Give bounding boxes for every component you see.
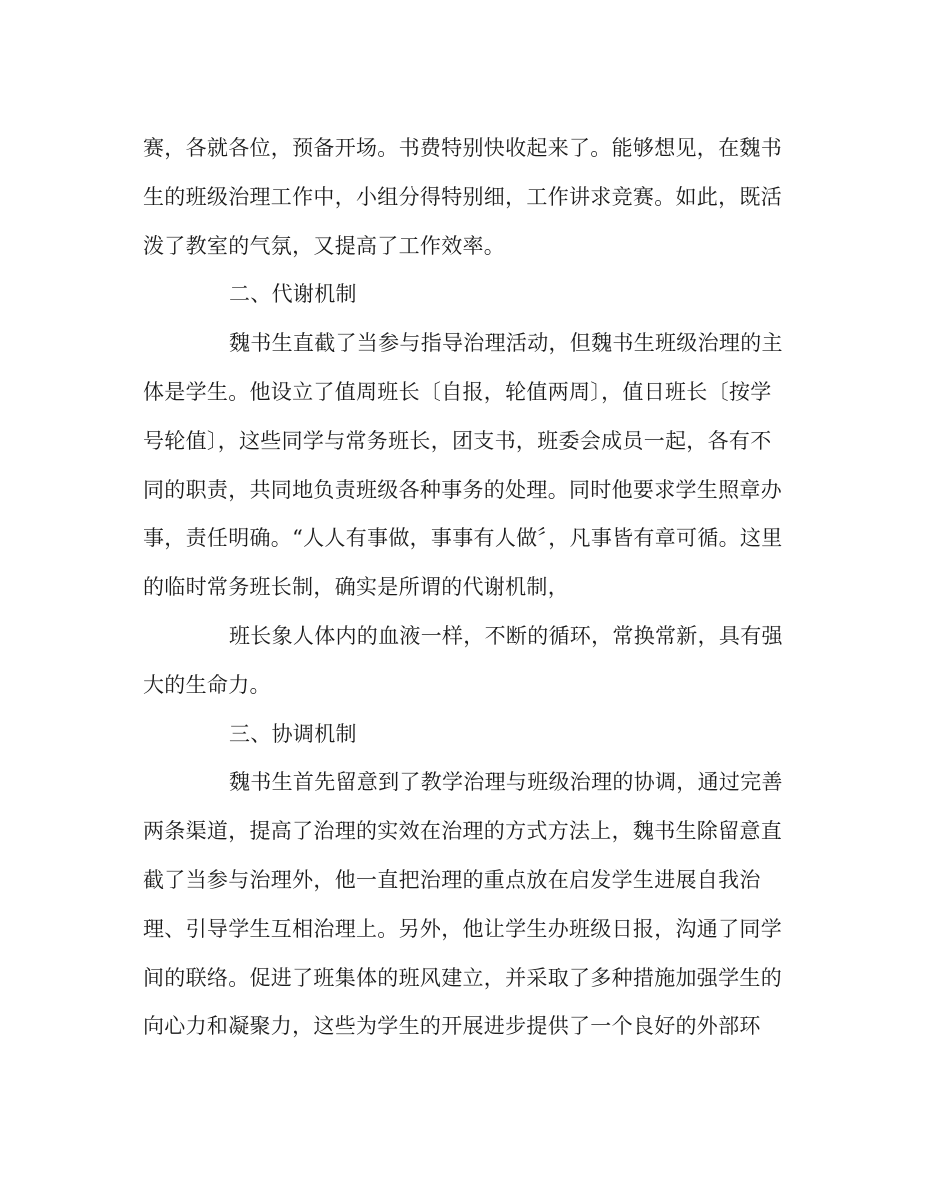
- text-line: 班长象人体内的血液一样，不断的循环，常换常新，具有强: [229, 623, 783, 648]
- text-line: 魏书生直截了当参与指导治理活动，但魏书生班级治理的主: [229, 331, 783, 356]
- text-line: 泼了教室的气氛，又提高了工作效率。: [143, 233, 506, 258]
- text-line: 两条渠道，提高了治理的实效在治理的方式方法上，魏书生除留意直: [143, 819, 782, 844]
- section-heading: 二、代谢机制: [229, 282, 357, 307]
- section-heading: 三、协调机制: [229, 721, 357, 746]
- text-line: 向心力和凝聚力，这些为学生的开展进步提供了一个良好的外部环: [143, 1014, 761, 1039]
- document-body: [143, 124, 813, 1051]
- text-line: 体是学生。他设立了值周班长〔自报，轮值两周〕，值日班长〔按学: [143, 379, 772, 404]
- text-line: 事，责任明确。“人人有事做，事事有人做〞，凡事皆有章可循。这里: [143, 526, 783, 551]
- text-line: 的临时常务班长制，确实是所谓的代谢机制，: [143, 575, 569, 600]
- text-line: 截了当参与治理外，他一直把治理的重点放在启发学生进展自我治: [143, 867, 761, 892]
- text-line: 魏书生首先留意到了教学治理与班级治理的协调，通过完善: [229, 770, 783, 795]
- text-line: 号轮值〕，这些同学与常务班长，团支书，班委会成员一起，各有不: [143, 428, 772, 453]
- text-line: 生的班级治理工作中，小组分得特别细，工作讲求竞赛。如此，既活: [143, 184, 782, 209]
- text-line: 理、引导学生互相治理上。另外，他让学生办班级日报，沟通了同学: [143, 916, 782, 941]
- text-line: 间的联络。促进了班集体的班风建立，并采取了多种措施加强学生的: [143, 965, 782, 990]
- text-line: 同的职责，共同地负责班级各种事务的处理。同时他要求学生照章办: [143, 477, 782, 502]
- text-line: 大的生命力。: [143, 672, 271, 697]
- text-line: 赛，各就各位，预备开场。书费特别快收起来了。能够想见，在魏书: [143, 136, 782, 160]
